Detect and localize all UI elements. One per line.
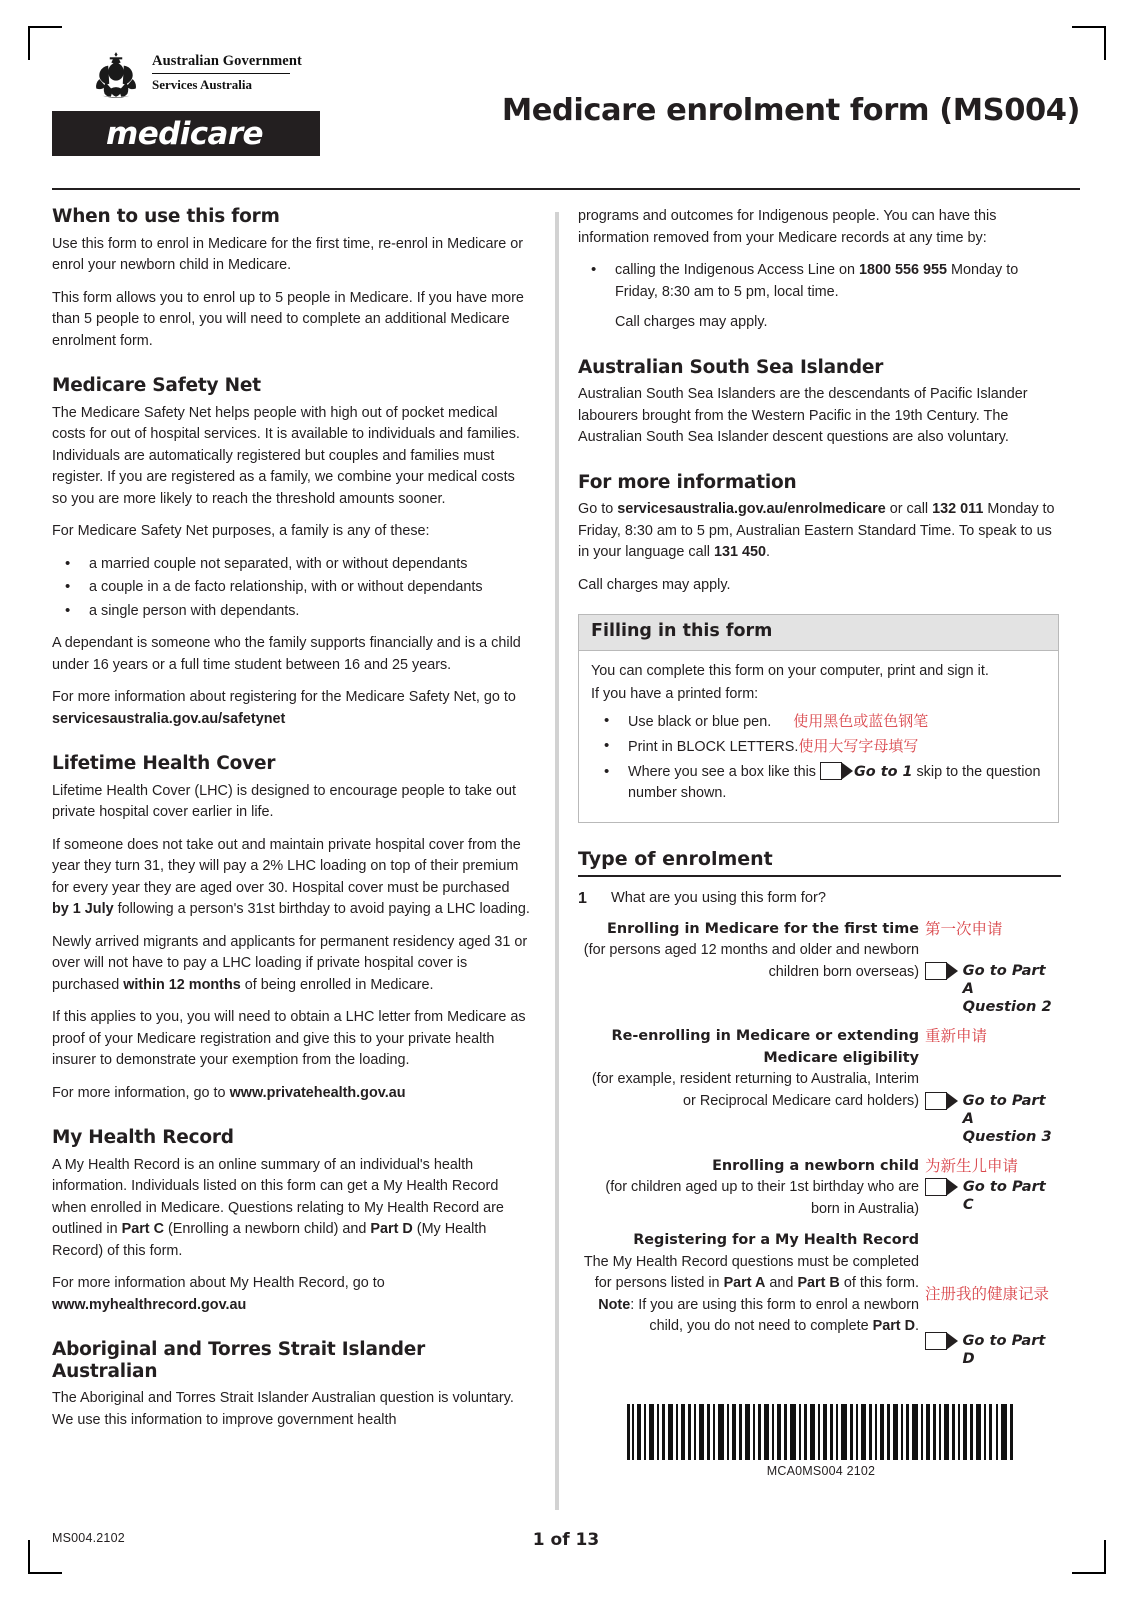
footer-form-code: MS004.2102 [52,1531,125,1545]
option-4-goto-line1: Go to Part D [962,1331,1046,1367]
checkbox-option-2[interactable] [925,1092,959,1110]
filling-in-p2: If you have a printed form: [591,686,759,702]
heading-type-of-enrolment: Type of enrolment [578,849,1061,878]
lhc-p2-a: If someone does not take out and maintain private hospital cover from the year they turn 31, they will pay a 2% LHC loading on top of their premium for every year they are aged over 30. Hospital cover must be purchased [52,836,521,896]
privatehealth-url[interactable]: www.privatehealth.gov.au [229,1084,406,1101]
enrolment-options [578,919,1061,1368]
indigenous-line-post: Monday to Friday, 8:30 am to 5 pm, local time. [615,262,1019,300]
heading-south-sea-islander: Australian South Sea Islander [578,356,884,378]
option-4-detail-a: The My Health Record questions must be completed for persons listed in [583,1253,919,1291]
option-4-title: Registering for a My Health Record [633,1232,919,1248]
option-newborn-child[interactable] [578,1156,1061,1221]
option-3-title: Enrolling a newborn child [712,1157,919,1174]
option-1-goto[interactable] [925,962,1061,1016]
list-item [578,260,1061,334]
heading-safety-net: Medicare Safety Net [52,375,261,396]
safety-net-p4 [52,687,530,730]
option-4-part-b: Part B [797,1275,840,1291]
option-4-part-d: Part D [872,1318,915,1334]
atsi-continued-p1: programs and outcomes for Indigenous people. You can have this information removed from your Medicare records at any time by: [578,208,997,246]
option-4-side [925,1230,1061,1368]
option-2-goto-line1: Go to Part A [962,1091,1046,1127]
more-info-pre: Go to [578,501,618,517]
skip-box-post: skip to the question number shown. [628,763,1041,801]
option-1-goto-line2: Question 2 [962,998,1052,1015]
option-4-detail-b: and [765,1275,798,1291]
heading-when-to-use: When to use this form [52,206,280,227]
indigenous-line-pre: calling the Indigenous Access Line on [615,262,860,278]
mhr-part-d: Part D [370,1221,413,1237]
skip-box-icon [820,762,854,780]
phone-131450: 131 450 [714,544,767,560]
block-letters-text: Print in BLOCK LETTERS. [628,739,799,755]
block-letters-annotation-cn: 使用大写字母填写 [798,737,919,755]
lhc-p3 [52,932,530,997]
phone-132011: 132 011 [932,501,984,517]
option-2-annotation-cn: 重新申请 [925,1027,988,1045]
list-item: • a single person with dependants. [52,601,530,623]
option-3-goto-label [963,1178,1061,1214]
question-1-row [578,888,1061,910]
option-4-text [578,1230,925,1338]
option-4-detail-d: : If you are using this form to enrol a newborn child, you do not need to complete [630,1296,919,1334]
option-3-text [578,1156,925,1221]
lhc-p3-c: of being enrolled in Medicare. [240,976,434,993]
option-2-goto-label [963,1092,1061,1146]
filling-in-this-form-box [578,614,1059,823]
option-4-note: Note [598,1296,631,1313]
list-item: • a married couple not separated, with or without dependants [52,554,530,576]
gov-divider [152,73,290,74]
safety-net-p4-pre: For more information about registering for the Medicare Safety Net, go to [52,689,516,705]
barcode-icon [627,1404,1015,1460]
lhc-p3-bold: within 12 months [123,976,241,993]
barcode-block [627,1404,1015,1478]
option-4-part-a: Part A [723,1275,766,1291]
mhr-p1-c: (Enrolling a newborn child) and [164,1221,371,1237]
lhc-p1: Lifetime Health Cover (LHC) is designed to encourage people to take out private hospital cover earlier in life. [52,782,516,820]
lhc-p4: If this applies to you, you will need to obtain a LHC letter from Medicare as proof of your Medicare registration and give this to your private health insurer to demonstrate your exemption from the loading. [52,1009,526,1068]
question-1-text: What are you using this form for? [611,890,826,906]
skip-box-pre: Where you see a box like this [628,763,820,780]
use-pen-text: Use black or blue pen. [628,713,772,730]
list-item [591,711,1046,734]
list-item [591,762,1046,805]
list-item [591,736,1046,759]
option-1-goto-line1: Go to Part A [962,962,1046,997]
filling-in-list [591,711,1046,805]
page-header [52,45,1080,180]
option-3-goto-line1: Go to Part C [962,1178,1046,1213]
safety-net-p3: A dependant is someone who the family supports financially and is a child under 16 years or a full time student between 16 and 25 years. [52,635,521,673]
footer-page-indicator: 1 of 13 [532,1530,600,1550]
heading-lifetime-health-cover: Lifetime Health Cover [52,753,276,774]
option-4-goto[interactable] [925,1332,1061,1368]
checkbox-option-1[interactable] [925,962,959,980]
medicare-logo [52,111,320,156]
gov-name-line2: Services Australia [152,77,253,92]
enrolmedicare-url[interactable]: servicesaustralia.gov.au/enrolmedicare [617,501,886,517]
option-enrolling-first-time[interactable] [578,919,1061,1017]
option-2-goto-line2: Question 3 [962,1127,1052,1145]
lhc-p2 [52,835,530,921]
option-1-annotation-cn: 第一次申请 [925,919,1003,938]
heading-my-health-record: My Health Record [52,1127,234,1148]
option-1-side [925,919,1061,1017]
option-3-annotation-cn: 为新生儿申请 [925,1156,1019,1175]
lhc-p5 [52,1083,530,1105]
more-info-p1 [578,499,1061,564]
lhc-p5-pre: For more information, go to [52,1084,230,1101]
option-3-side [925,1156,1061,1215]
safety-net-p2: For Medicare Safety Net purposes, a family is any of these: [52,523,430,539]
more-info-hours: Monday to Friday, 8:30 am to 5 pm, Australian Eastern Standard Time. To speak to us in your language call [578,501,1055,560]
more-info-period: . [766,544,771,560]
header-rule [52,188,1080,190]
filling-in-p1: You can complete this form on your computer, print and sign it. [591,662,989,679]
barcode-label: MCA0MS004 2102 [766,1464,876,1478]
option-4-goto-label [962,1332,1061,1368]
more-info-call-charges: Call charges may apply. [578,576,731,593]
option-my-health-record[interactable] [578,1230,1061,1368]
option-2-side [925,1026,1061,1146]
option-2-detail: (for example, resident returning to Australia, Interim or Reciprocal Medicare card holders) [591,1071,919,1109]
filling-in-heading: Filling in this form [579,615,1058,651]
safety-net-family-list [52,554,530,623]
page-title: Medicare enrolment form (MS004) [501,93,1080,128]
australian-government-logo [90,50,302,102]
more-info-or-call: or call [885,501,933,517]
option-4-detail-c: of this form. [839,1275,919,1291]
mhr-p2-pre: For more information about My Health Record, go to [52,1275,385,1291]
option-1-title: Enrolling in Medicare for the first time [607,920,919,937]
safetynet-url[interactable]: servicesaustralia.gov.au/safetynet [52,710,286,727]
when-to-use-p2: This form allows you to enrol up to 5 people in Medicare. If you have more than 5 people to enrol, you will need to complete an additional Medicare enrolment form. [52,289,524,349]
option-1-text [578,919,925,984]
question-1-number: 1 [578,890,587,907]
indigenous-access-list [578,260,1061,334]
lhc-p2-bold: by 1 July [52,901,114,917]
option-2-goto[interactable] [925,1092,1061,1146]
mhr-p1-a: A My Health Record is an online summary of an individual's health information. Individuals listed on this form can get a My Health Record when enrolled in Medicare. Questions relating to My Health Record are outlined in [52,1156,504,1237]
option-2-title: Re-enrolling in Medicare or extending Medicare eligibility [611,1028,919,1066]
list-item: • a couple in a de facto relationship, with or without dependants [52,577,530,599]
heading-for-more-information: For more information [578,471,797,493]
column-divider [555,212,559,1510]
right-column [578,206,1061,1378]
use-pen-annotation-cn: 使用黑色或蓝色钢笔 [793,711,929,730]
checkbox-option-3[interactable] [925,1178,959,1196]
goto-1-label: Go to 1 [853,763,913,780]
option-4-annotation-cn: 注册我的健康记录 [925,1285,1050,1303]
option-4-detail-e: . [915,1318,919,1334]
option-3-detail: (for children aged up to their 1st birthday who are born in Australia) [605,1179,919,1217]
option-3-goto[interactable] [925,1178,1061,1214]
left-column [52,206,530,1442]
option-1-detail: (for persons aged 12 months and older and newborn children born overseas) [583,942,919,980]
medicare-wordmark: medicare [106,115,263,152]
indigenous-access-phone: 1800 556 955 [859,262,948,278]
option-2-text [578,1026,925,1112]
mhr-p1-e: (My Health Record) of this form. [52,1221,487,1259]
heading-aboriginal-torres-strait: Aboriginal and Torres Strait Islander Australian [52,1339,426,1382]
option-re-enrolling[interactable] [578,1026,1061,1146]
commonwealth-coat-of-arms-icon [90,50,142,102]
myhealthrecord-url[interactable]: www.myhealthrecord.gov.au [52,1296,247,1313]
gov-name-line1: Australian Government [152,53,302,69]
when-to-use-p1: Use this form to enrol in Medicare for the first time, re-enrol in Medicare or enrol your newborn child in Medicare. [52,235,524,273]
call-charges-note: Call charges may apply. [615,314,768,330]
mhr-part-c: Part C [121,1221,164,1237]
checkbox-option-4[interactable] [925,1332,958,1350]
assi-p1: Australian South Sea Islanders are the descendants of Pacific Islander labourers brought from the Western Pacific in the 19th Century. The Australian South Sea Islander descent questions are also voluntary. [578,386,1028,445]
lhc-p2-c: following a person's 31st birthday to avoid paying a LHC loading. [113,901,530,917]
safety-net-p1: The Medicare Safety Net helps people with high out of pocket medical costs for out of hospital services. It is available to individuals and families. Individuals are automatically registered but couples and families must register. If you are registered as a family, we combine your medical costs so you are more likely to reach the threshold amounts sooner. [52,404,520,507]
mhr-p2 [52,1273,530,1316]
lhc-p3-a: Newly arrived migrants and applicants for permanent residency aged 31 or over will not have to pay a LHC loading if private hospital cover is purchased [52,933,528,993]
option-1-goto-label [963,962,1061,1016]
atsi-p1: The Aboriginal and Torres Strait Islander Australian question is voluntary. We use this information to improve government health [52,1390,514,1428]
filling-in-body [579,651,1058,822]
mhr-p1 [52,1155,530,1263]
